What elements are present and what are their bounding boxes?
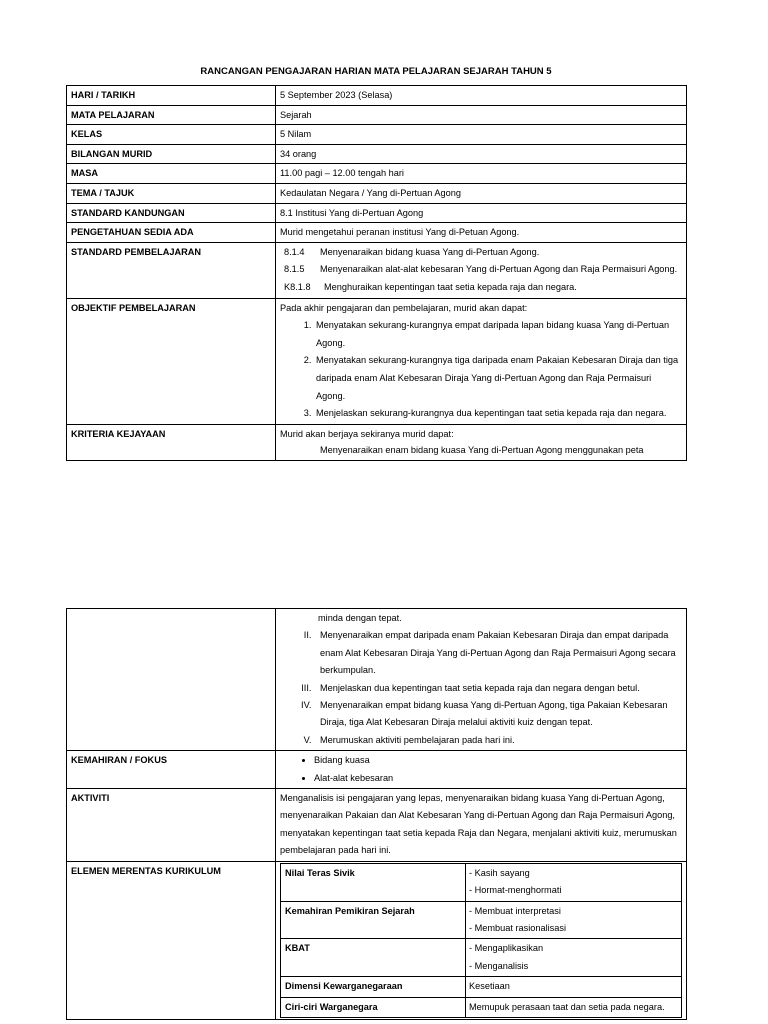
list-item: 1. Menyatakan sekurang-kurangnya empat daripada lapan bidang kuasa Yang di-Pertuan Agong. xyxy=(314,317,682,352)
row-label: AKTIVITI xyxy=(67,789,276,862)
row-label: KRITERIA KEJAYAAN xyxy=(67,424,276,461)
objektif-list xyxy=(276,298,687,424)
table-row xyxy=(67,424,687,461)
row-label: MASA xyxy=(67,164,276,184)
emk-value-line: - Kasih sayang xyxy=(469,867,530,878)
emk-key: Dimensi Kewarganegaraan xyxy=(281,977,466,997)
objektif-items xyxy=(280,317,682,423)
kriteria-intro: Murid akan berjaya sekiranya murid dapat: xyxy=(280,428,454,439)
list-item: I. Menyenaraikan enam bidang kuasa Yang di-Pertuan Agong menggunakan peta xyxy=(314,442,682,459)
table-row xyxy=(67,203,687,223)
row-value: 34 orang xyxy=(276,144,687,164)
kriteria-items xyxy=(280,627,682,749)
table-row xyxy=(67,242,687,298)
list-item: 3. Menjelaskan sekurang-kurangnya dua kepentingan taat setia kepada raja dan negara. xyxy=(314,405,682,423)
standard-code: 8.1.4 xyxy=(284,246,305,257)
table-row xyxy=(67,751,687,789)
list-item xyxy=(280,244,682,262)
row-value: 5 September 2023 (Selasa) xyxy=(276,86,687,106)
kemahiran-list xyxy=(276,751,687,789)
table-row xyxy=(67,609,687,751)
list-item: III. Menjelaskan dua kepentingan taat setia kepada raja dan negara dengan betul. xyxy=(314,680,682,697)
emk-value: Memupuk perasaan taat dan setia pada negara. xyxy=(466,997,682,1017)
row-label: PENGETAHUAN SEDIA ADA xyxy=(67,223,276,243)
emk-value: Kesetiaan xyxy=(466,977,682,997)
table-row xyxy=(67,125,687,145)
list-item xyxy=(280,279,682,297)
row-label: TEMA / TAJUK xyxy=(67,183,276,203)
row-label: STANDARD KANDUNGAN xyxy=(67,203,276,223)
row-label: KEMAHIRAN / FOKUS xyxy=(67,751,276,789)
list-item: IV. Menyenaraikan empat bidang kuasa Yang di-Pertuan Agong, tiga Pakaian Kebesaran Diraja, tiga Alat Kebesaran Diraja melalui aktiviti kuiz dengan tepat. xyxy=(314,697,682,732)
standard-text: Menyenaraikan alat-alat kebesaran Yang di-Pertuan Agong dan Raja Permaisuri Agong. xyxy=(320,264,678,275)
table-row xyxy=(67,144,687,164)
table-row xyxy=(281,977,682,997)
list-item-continuation: minda dengan tepat. xyxy=(318,613,402,623)
list-item: • Bidang kuasa xyxy=(314,752,682,769)
row-label: ELEMEN MERENTAS KURIKULUM xyxy=(67,861,276,1019)
row-label: BILANGAN MURID xyxy=(67,144,276,164)
emk-value-line: - Menganalisis xyxy=(469,960,529,971)
standard-code: 8.1.5 xyxy=(284,264,305,275)
emk-value xyxy=(466,939,682,977)
row-label: MATA PELAJARAN xyxy=(67,105,276,125)
emk-value xyxy=(466,863,682,901)
table-row xyxy=(281,997,682,1017)
lesson-plan-table-part2 xyxy=(66,608,687,1020)
table-row xyxy=(67,223,687,243)
standard-text: Menghuraikan kepentingan taat setia kepada raja dan negara. xyxy=(324,281,577,292)
row-value: 11.00 pagi – 12.00 tengah hari xyxy=(276,164,687,184)
table-row xyxy=(67,789,687,862)
row-value: Kedaulatan Negara / Yang di-Pertuan Agong xyxy=(276,183,687,203)
row-label: KELAS xyxy=(67,125,276,145)
kemahiran-items xyxy=(280,752,682,787)
table-row xyxy=(281,939,682,977)
aktiviti-text: Menganalisis isi pengajaran yang lepas, menyenaraikan bidang kuasa Yang di-Pertuan Agong, menyenaraikan Pakaian dan Alat Kebesaran Yang di-Pertuan Agong dan Raja Permaisuri Agong, menyatakan kepentingan taat setia kepada Raja dan Negara, menjalani aktiviti kuiz, merumuskan pembelajaran pada hari ini. xyxy=(276,789,687,862)
table-row xyxy=(281,863,682,901)
table-row xyxy=(67,86,687,106)
emk-value-line: - Mengaplikasikan xyxy=(469,943,544,954)
emk-value-line: - Hormat-menghormati xyxy=(469,885,562,896)
row-label: OBJEKTIF PEMBELAJARAN xyxy=(67,298,276,424)
standard-pembelajaran-list xyxy=(276,242,687,298)
row-value: 8.1 Institusi Yang di-Pertuan Agong xyxy=(276,203,687,223)
emk-table xyxy=(280,863,682,1018)
list-item xyxy=(280,261,682,279)
emk-cell xyxy=(276,861,687,1019)
table-row xyxy=(67,861,687,1019)
document-title: RANCANGAN PENGAJARAN HARIAN MATA PELAJARAN SEJARAH TAHUN 5 xyxy=(200,66,552,77)
list-item: V. Merumuskan aktiviti pembelajaran pada hari ini. xyxy=(314,732,682,749)
kriteria-items xyxy=(280,442,682,459)
table-row xyxy=(67,164,687,184)
emk-value xyxy=(466,901,682,939)
table-row xyxy=(67,105,687,125)
row-label: HARI / TARIKH xyxy=(67,86,276,106)
row-value: Murid mengetahui peranan institusi Yang di-Petuan Agong. xyxy=(276,223,687,243)
emk-key: Kemahiran Pemikiran Sejarah xyxy=(281,901,466,939)
row-label: STANDARD PEMBELAJARAN xyxy=(67,242,276,298)
standard-text: Menyenaraikan bidang kuasa Yang di-Pertuan Agong. xyxy=(320,246,540,257)
emk-value-line: - Membuat rasionalisasi xyxy=(469,922,567,933)
list-item: 2. Menyatakan sekurang-kurangnya tiga daripada enam Pakaian Kebesaran Diraja dan tiga daripada enam Alat Kebesaran Diraja Yang di-Pertuan Agong dan Raja Permaisuri Agong. xyxy=(314,352,682,405)
kriteria-list-continued xyxy=(276,609,687,751)
objektif-intro: Pada akhir pengajaran dan pembelajaran, murid akan dapat: xyxy=(280,302,528,313)
emk-key: Ciri-ciri Warganegara xyxy=(281,997,466,1017)
table-row xyxy=(67,298,687,424)
table-row xyxy=(67,183,687,203)
row-value: Sejarah xyxy=(276,105,687,125)
emk-key: KBAT xyxy=(281,939,466,977)
standard-code: K8.1.8 xyxy=(284,281,311,292)
emk-value-line: - Membuat interpretasi xyxy=(469,905,561,916)
row-value: 5 Nilam xyxy=(276,125,687,145)
row-label xyxy=(67,609,276,751)
table-row xyxy=(281,901,682,939)
list-item: • Alat-alat kebesaran xyxy=(314,770,682,787)
emk-key: Nilai Teras Sivik xyxy=(281,863,466,901)
list-item: II. Menyenaraikan empat daripada enam Pakaian Kebesaran Diraja dan empat daripada enam Alat Kebesaran Diraja Yang di-Pertuan Agong dan Raja Permaisuri Agong secara berkumpulan. xyxy=(314,627,682,679)
lesson-plan-table-part1 xyxy=(66,85,687,461)
kriteria-list xyxy=(276,424,687,461)
